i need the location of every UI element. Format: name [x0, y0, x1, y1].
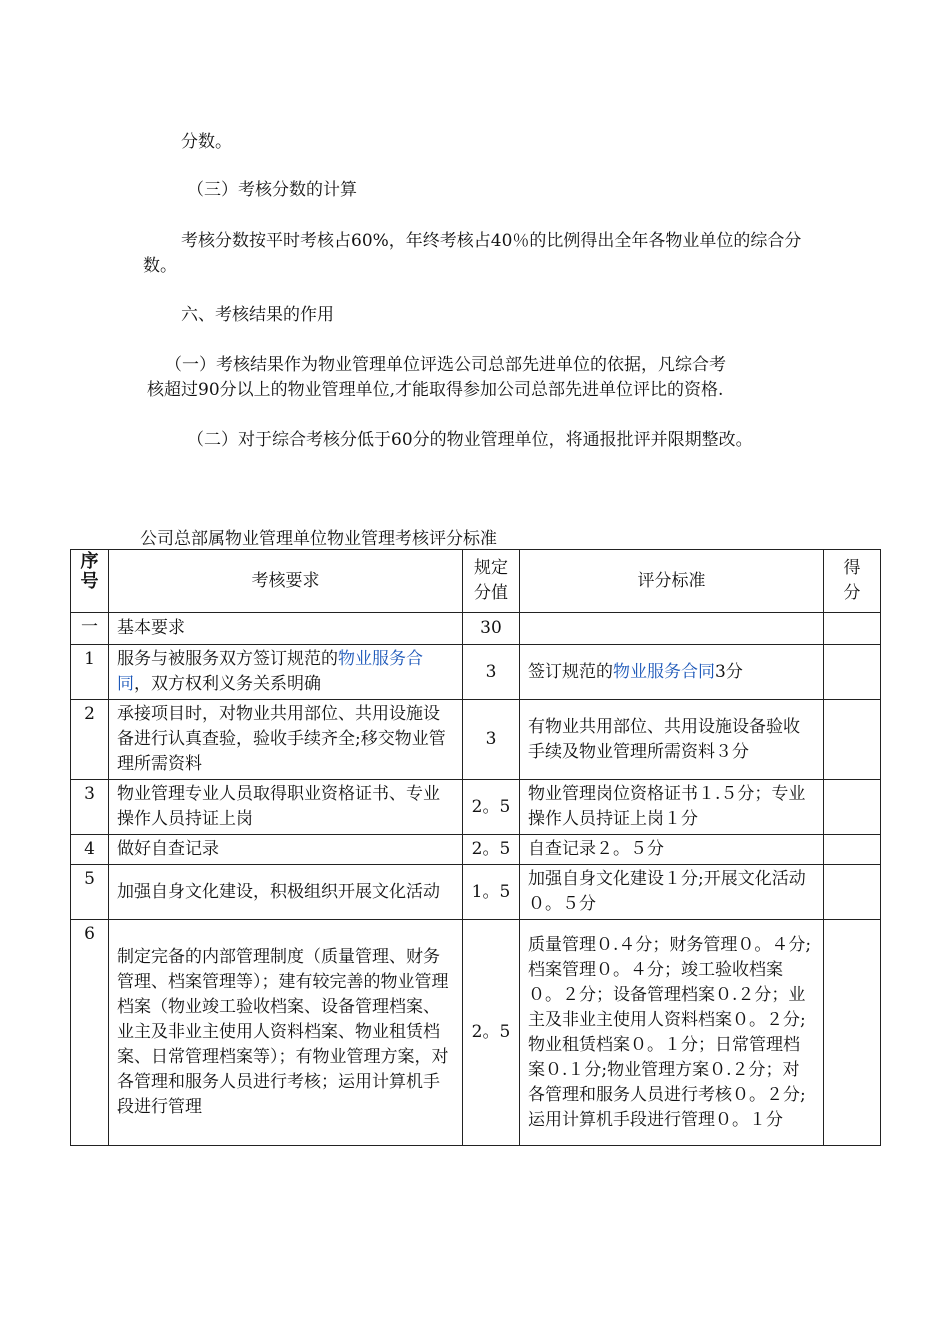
row-requirement: 做好自查记录	[109, 835, 463, 865]
row-standard: 加强自身文化建设１分;开展文化活动０。５分	[520, 865, 824, 920]
row-standard: 物业管理岗位资格证书１.５分；专业操作人员持证上岗１分	[520, 780, 824, 835]
row-value: 30	[463, 613, 520, 645]
header-requirement: 考核要求	[109, 550, 463, 613]
row-requirement: 制定完备的内部管理制度（质量管理、财务管理、档案管理等）；建有较完善的物业管理档案（物业竣工验收档案、设备管理档案、业主及非业主使用人资料档案、物业租赁档案、日常管理档案等）；有物业管理方案，对各管理和服务人员进行考核；运用计算机手段进行管理	[109, 920, 463, 1146]
row-standard: 签订规范的物业服务合同3分	[520, 645, 824, 700]
row-no: 4	[71, 835, 109, 865]
row-no: 5	[71, 865, 109, 920]
contract-link[interactable]: 物业服务合同	[613, 661, 715, 682]
table-header-row	[71, 550, 881, 613]
row-no: 2	[71, 700, 109, 780]
paragraph-results-line2: 核超过90分以上的物业管理单位,才能取得参加公司总部先进单位评比的资格.	[147, 380, 724, 400]
paragraph-score-formula-line2: 数。	[143, 256, 177, 276]
row-no: 一	[71, 613, 109, 645]
table-title: 公司总部属物业管理单位物业管理考核评分标准	[140, 529, 497, 549]
table-row	[71, 700, 881, 780]
row-standard: 有物业共用部位、共用设施设备验收手续及物业管理所需资料３分	[520, 700, 824, 780]
row-value: 2。5	[463, 780, 520, 835]
row-requirement: 加强自身文化建设，积极组织开展文化活动	[109, 865, 463, 920]
row-value: 3	[463, 645, 520, 700]
row-value: 3	[463, 700, 520, 780]
header-no: 序号	[71, 550, 109, 613]
row-score	[824, 700, 881, 780]
row-standard: 自查记录２。５分	[520, 835, 824, 865]
row-score	[824, 920, 881, 1146]
row-score	[824, 865, 881, 920]
section-heading-score-calculation: （三）考核分数的计算	[187, 180, 357, 200]
row-requirement: 承接项目时，对物业共用部位、共用设施设备进行认真查验，验收手续齐全;移交物业管理所需资料	[109, 700, 463, 780]
row-value: 2。5	[463, 920, 520, 1146]
table-row	[71, 645, 881, 700]
row-value: 2。5	[463, 835, 520, 865]
header-value: 规定分值	[463, 550, 520, 613]
table-row	[71, 613, 881, 645]
section-heading-results-usage: 六、考核结果的作用	[181, 305, 334, 325]
header-standard: 评分标准	[520, 550, 824, 613]
header-score: 得分	[824, 550, 881, 613]
scoring-table	[70, 549, 881, 1146]
table-row	[71, 780, 881, 835]
table-row	[71, 865, 881, 920]
row-score	[824, 645, 881, 700]
paragraph-results-line1: （一）考核结果作为物业管理单位评选公司总部先进单位的依据，凡综合考	[165, 355, 726, 375]
row-no: 3	[71, 780, 109, 835]
row-value: 1。5	[463, 865, 520, 920]
paragraph-score-formula-line1: 考核分数按平时考核占60%，年终考核占40％的比例得出全年各物业单位的综合分	[181, 231, 802, 251]
row-score	[824, 613, 881, 645]
paragraph-score-end: 分数。	[181, 132, 232, 152]
row-requirement: 基本要求	[109, 613, 463, 645]
row-score	[824, 835, 881, 865]
row-no: 6	[71, 920, 109, 1146]
row-requirement: 物业管理专业人员取得职业资格证书、专业操作人员持证上岗	[109, 780, 463, 835]
row-requirement: 服务与被服务双方签订规范的物业服务合同，双方权利义务关系明确	[109, 645, 463, 700]
row-standard: 质量管理０.４分；财务管理０。４分;档案管理０。４分；竣工验收档案０。２分；设备管理档案０.２分；业主及非业主使用人资料档案０。２分;物业租赁档案０。１分；日常管理档案０.１分;物业管理方案０.２分；对各管理和服务人员进行考核０。２分;运用计算机手段进行管理０。１分	[520, 920, 824, 1146]
row-score	[824, 780, 881, 835]
paragraph-results-penalty: （二）对于综合考核分低于60分的物业管理单位，将通报批评并限期整改。	[187, 430, 753, 450]
contract-link[interactable]: 物业服务合同	[117, 649, 423, 694]
table-row	[71, 920, 881, 1146]
row-standard	[520, 613, 824, 645]
table-row	[71, 835, 881, 865]
row-no: 1	[71, 645, 109, 700]
